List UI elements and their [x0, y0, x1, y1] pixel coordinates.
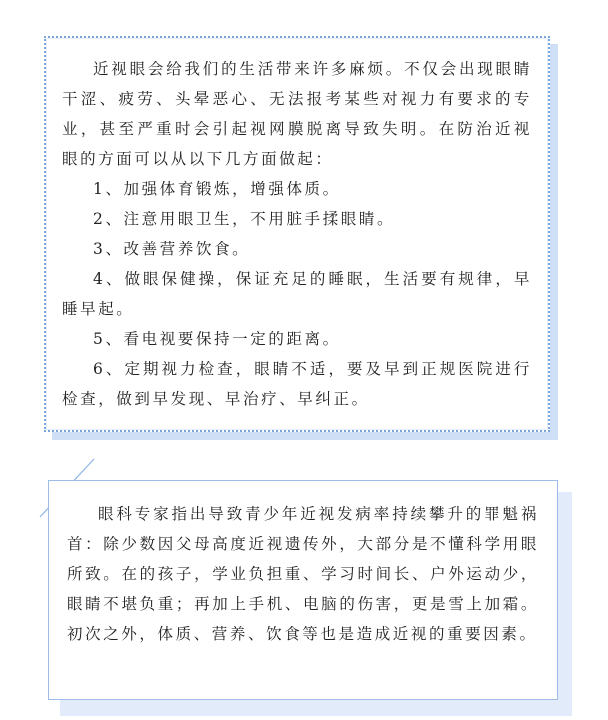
tip-item-1: 1、加强体育锻炼，增强体质。	[93, 180, 341, 198]
expert-note-card	[48, 480, 558, 700]
tip-item-6: 6、定期视力检查，眼睛不适，要及早到正规医院进行检查，做到早发现、早治疗、早纠正。	[62, 360, 532, 408]
tip-item-3: 3、改善营养饮食。	[93, 240, 251, 258]
expert-note-text	[67, 499, 539, 649]
tip-item-4: 4、做眼保健操，保证充足的睡眠，生活要有规律，早睡早起。	[62, 270, 532, 318]
tip-item-5: 5、看电视要保持一定的距离。	[93, 330, 341, 348]
tip-item-2: 2、注意用眼卫生，不用脏手揉眼睛。	[93, 210, 396, 228]
expert-paragraph: 眼科专家指出导致青少年近视发病率持续攀升的罪魁祸首：除少数因父母高度近视遗传外，大部分是不懂科学用眼所致。在的孩子，学业负担重、学习时间长、户外运动少，眼睛不堪负重；再加上手机、电脑的伤害，更是雪上加霜。初次之外，体质、营养、饮食等也是造成近视的重要因素。	[67, 505, 539, 643]
intro-paragraph: 近视眼会给我们的生活带来许多麻烦。不仅会出现眼睛干涩、疲劳、头晕恶心、无法报考某些对视力有要求的专业，甚至严重时会引起视网膜脱离导致失明。在防治近视眼的方面可以从以下几方面做起：	[62, 60, 532, 168]
